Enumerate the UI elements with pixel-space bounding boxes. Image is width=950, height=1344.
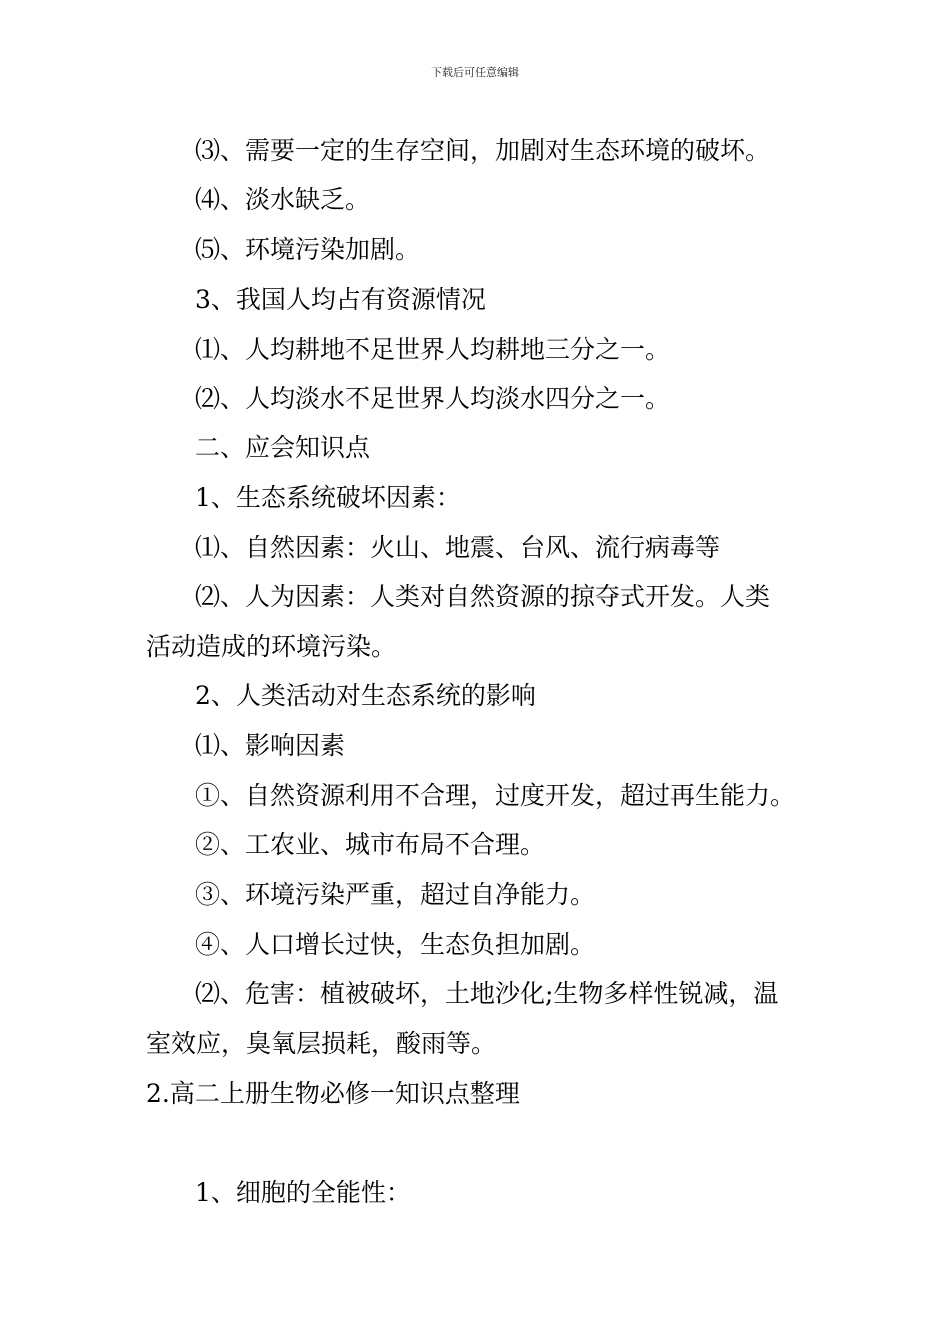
text-line: ⑵、人均淡水不足世界人均淡水四分之一。 [195, 384, 671, 413]
text-line: ②、工农业、城市布局不合理。 [195, 830, 546, 859]
text-line: 活动造成的环境污染。 [146, 632, 397, 661]
text-line: ⑸、环境污染加剧。 [195, 235, 421, 264]
page-header: 下载后可任意编辑 [431, 66, 519, 79]
section-heading: 1、生态系统破坏因素： [195, 483, 461, 512]
text-line: ⑵、人为因素：人类对自然资源的掠夺式开发。人类 [195, 582, 771, 611]
section-heading: 3、我国人均占有资源情况 [195, 285, 486, 314]
text-line: ⑷、淡水缺乏。 [195, 185, 371, 214]
text-line: ①、自然资源利用不合理，过度开发，超过再生能力。 [195, 781, 796, 810]
text-line: ⑴、自然因素：火山、地震、台风、流行病毒等 [195, 533, 721, 562]
section-heading: 二、应会知识点 [195, 433, 371, 462]
text-line: ⑶、需要一定的生存空间，加剧对生态环境的破坏。 [195, 136, 771, 165]
text-line: ⑵、危害：植被破坏，土地沙化;生物多样性锐减，温 [195, 979, 779, 1008]
text-line: ③、环境污染严重，超过自净能力。 [195, 880, 596, 909]
section-heading: 1、细胞的全能性： [195, 1178, 411, 1207]
text-line: ④、人口增长过快，生态负担加剧。 [195, 930, 596, 959]
section-heading: 2、人类活动对生态系统的影响 [195, 681, 536, 710]
text-line: ⑴、影响因素 [195, 731, 346, 760]
text-line: 室效应，臭氧层损耗，酸雨等。 [146, 1029, 497, 1058]
text-line: ⑴、人均耕地不足世界人均耕地三分之一。 [195, 335, 671, 364]
document-title: 2.高二上册生物必修一知识点整理 [146, 1079, 520, 1108]
